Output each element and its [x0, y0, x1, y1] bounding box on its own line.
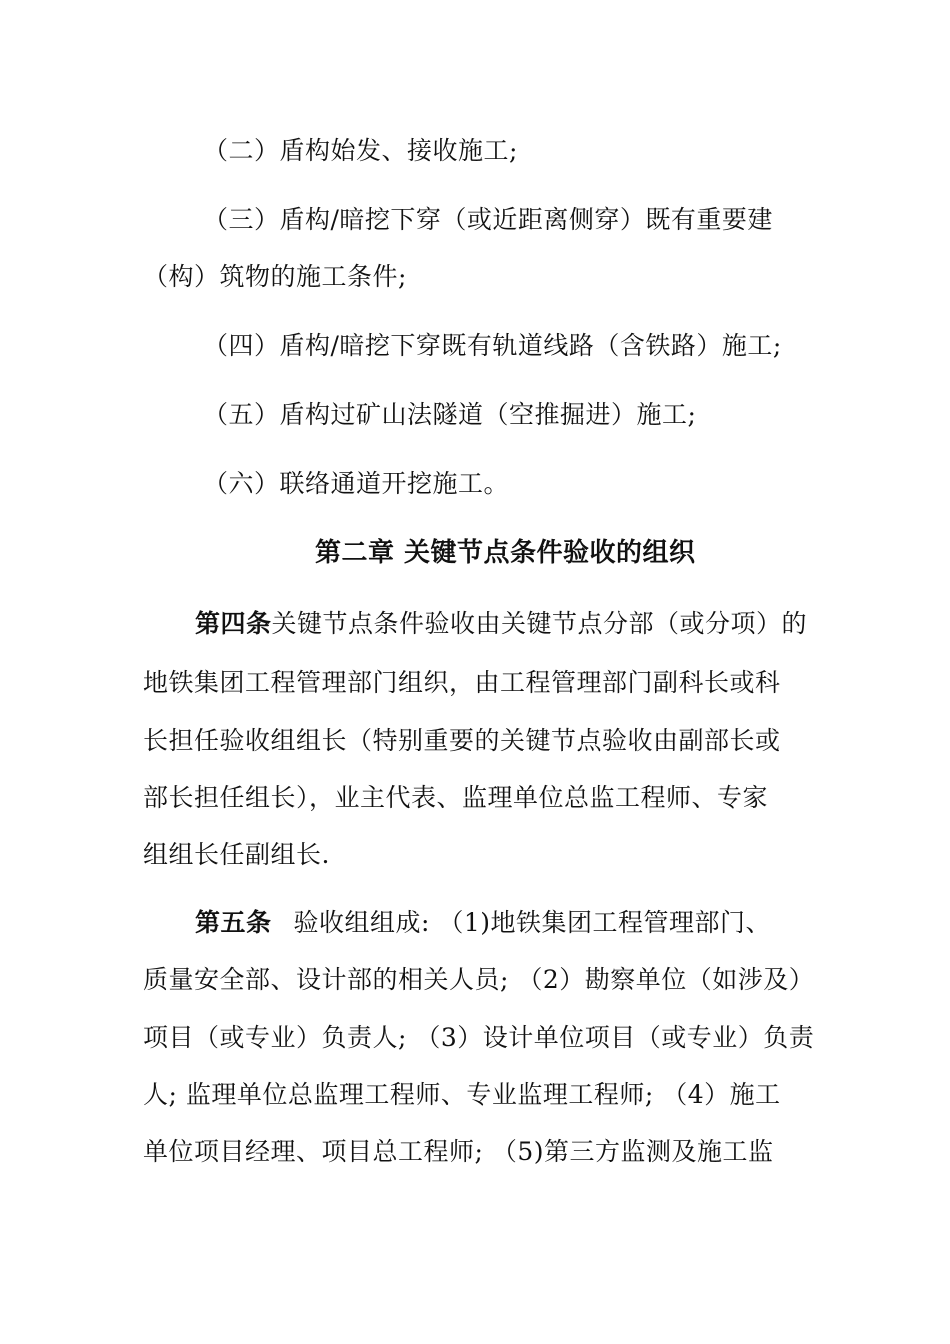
article-4-line-4: 部长担任组长），业主代表、监理单位总监工程师、专家: [143, 783, 769, 812]
item-4: （四）盾构/暗挖下穿既有轨道线路（含铁路）施工;: [203, 331, 782, 360]
item-6: （六）联络通道开挖施工。: [203, 469, 510, 498]
item-5: （五）盾构过矿山法隧道（空推掘进）施工;: [203, 400, 697, 429]
article-4-label: 第四条: [195, 609, 272, 638]
article-5-label: 第五条: [195, 908, 272, 937]
article-5-line-3: 项目（或专业）负责人; （3）设计单位项目（或专业）负责: [143, 1023, 815, 1052]
item-3-line-1: （三）盾构/暗挖下穿（或近距离侧穿）既有重要建: [203, 205, 773, 234]
item-3-line-2: （构）筑物的施工条件;: [143, 262, 407, 291]
article-5-text-1: 验收组组成: （1)地铁集团工程管理部门、: [293, 908, 772, 937]
article-5-line-4: 人; 监理单位总监理工程师、专业监理工程师; （4）施工: [143, 1080, 781, 1109]
article-5-line-5: 单位项目经理、项目总工程师; （5)第三方监测及施工监: [143, 1137, 774, 1166]
article-4-line-3: 长担任验收组组长（特别重要的关键节点验收由副部长或: [143, 726, 781, 755]
article-4-line-5: 组组长任副组长.: [143, 840, 330, 869]
article-5-line-2: 质量安全部、设计部的相关人员; （2）勘察单位（如涉及）: [143, 965, 815, 994]
chapter-title: 第二章 关键节点条件验收的组织: [315, 538, 696, 568]
article-4-line-1: [195, 607, 807, 641]
article-5-line-1: [195, 906, 771, 940]
article-4-line-2: 地铁集团工程管理部门组织，由工程管理部门副科长或科: [143, 668, 781, 697]
item-2: （二）盾构始发、接收施工;: [203, 136, 518, 165]
article-4-text-1: 关键节点条件验收由关键节点分部（或分项）的: [271, 609, 808, 638]
